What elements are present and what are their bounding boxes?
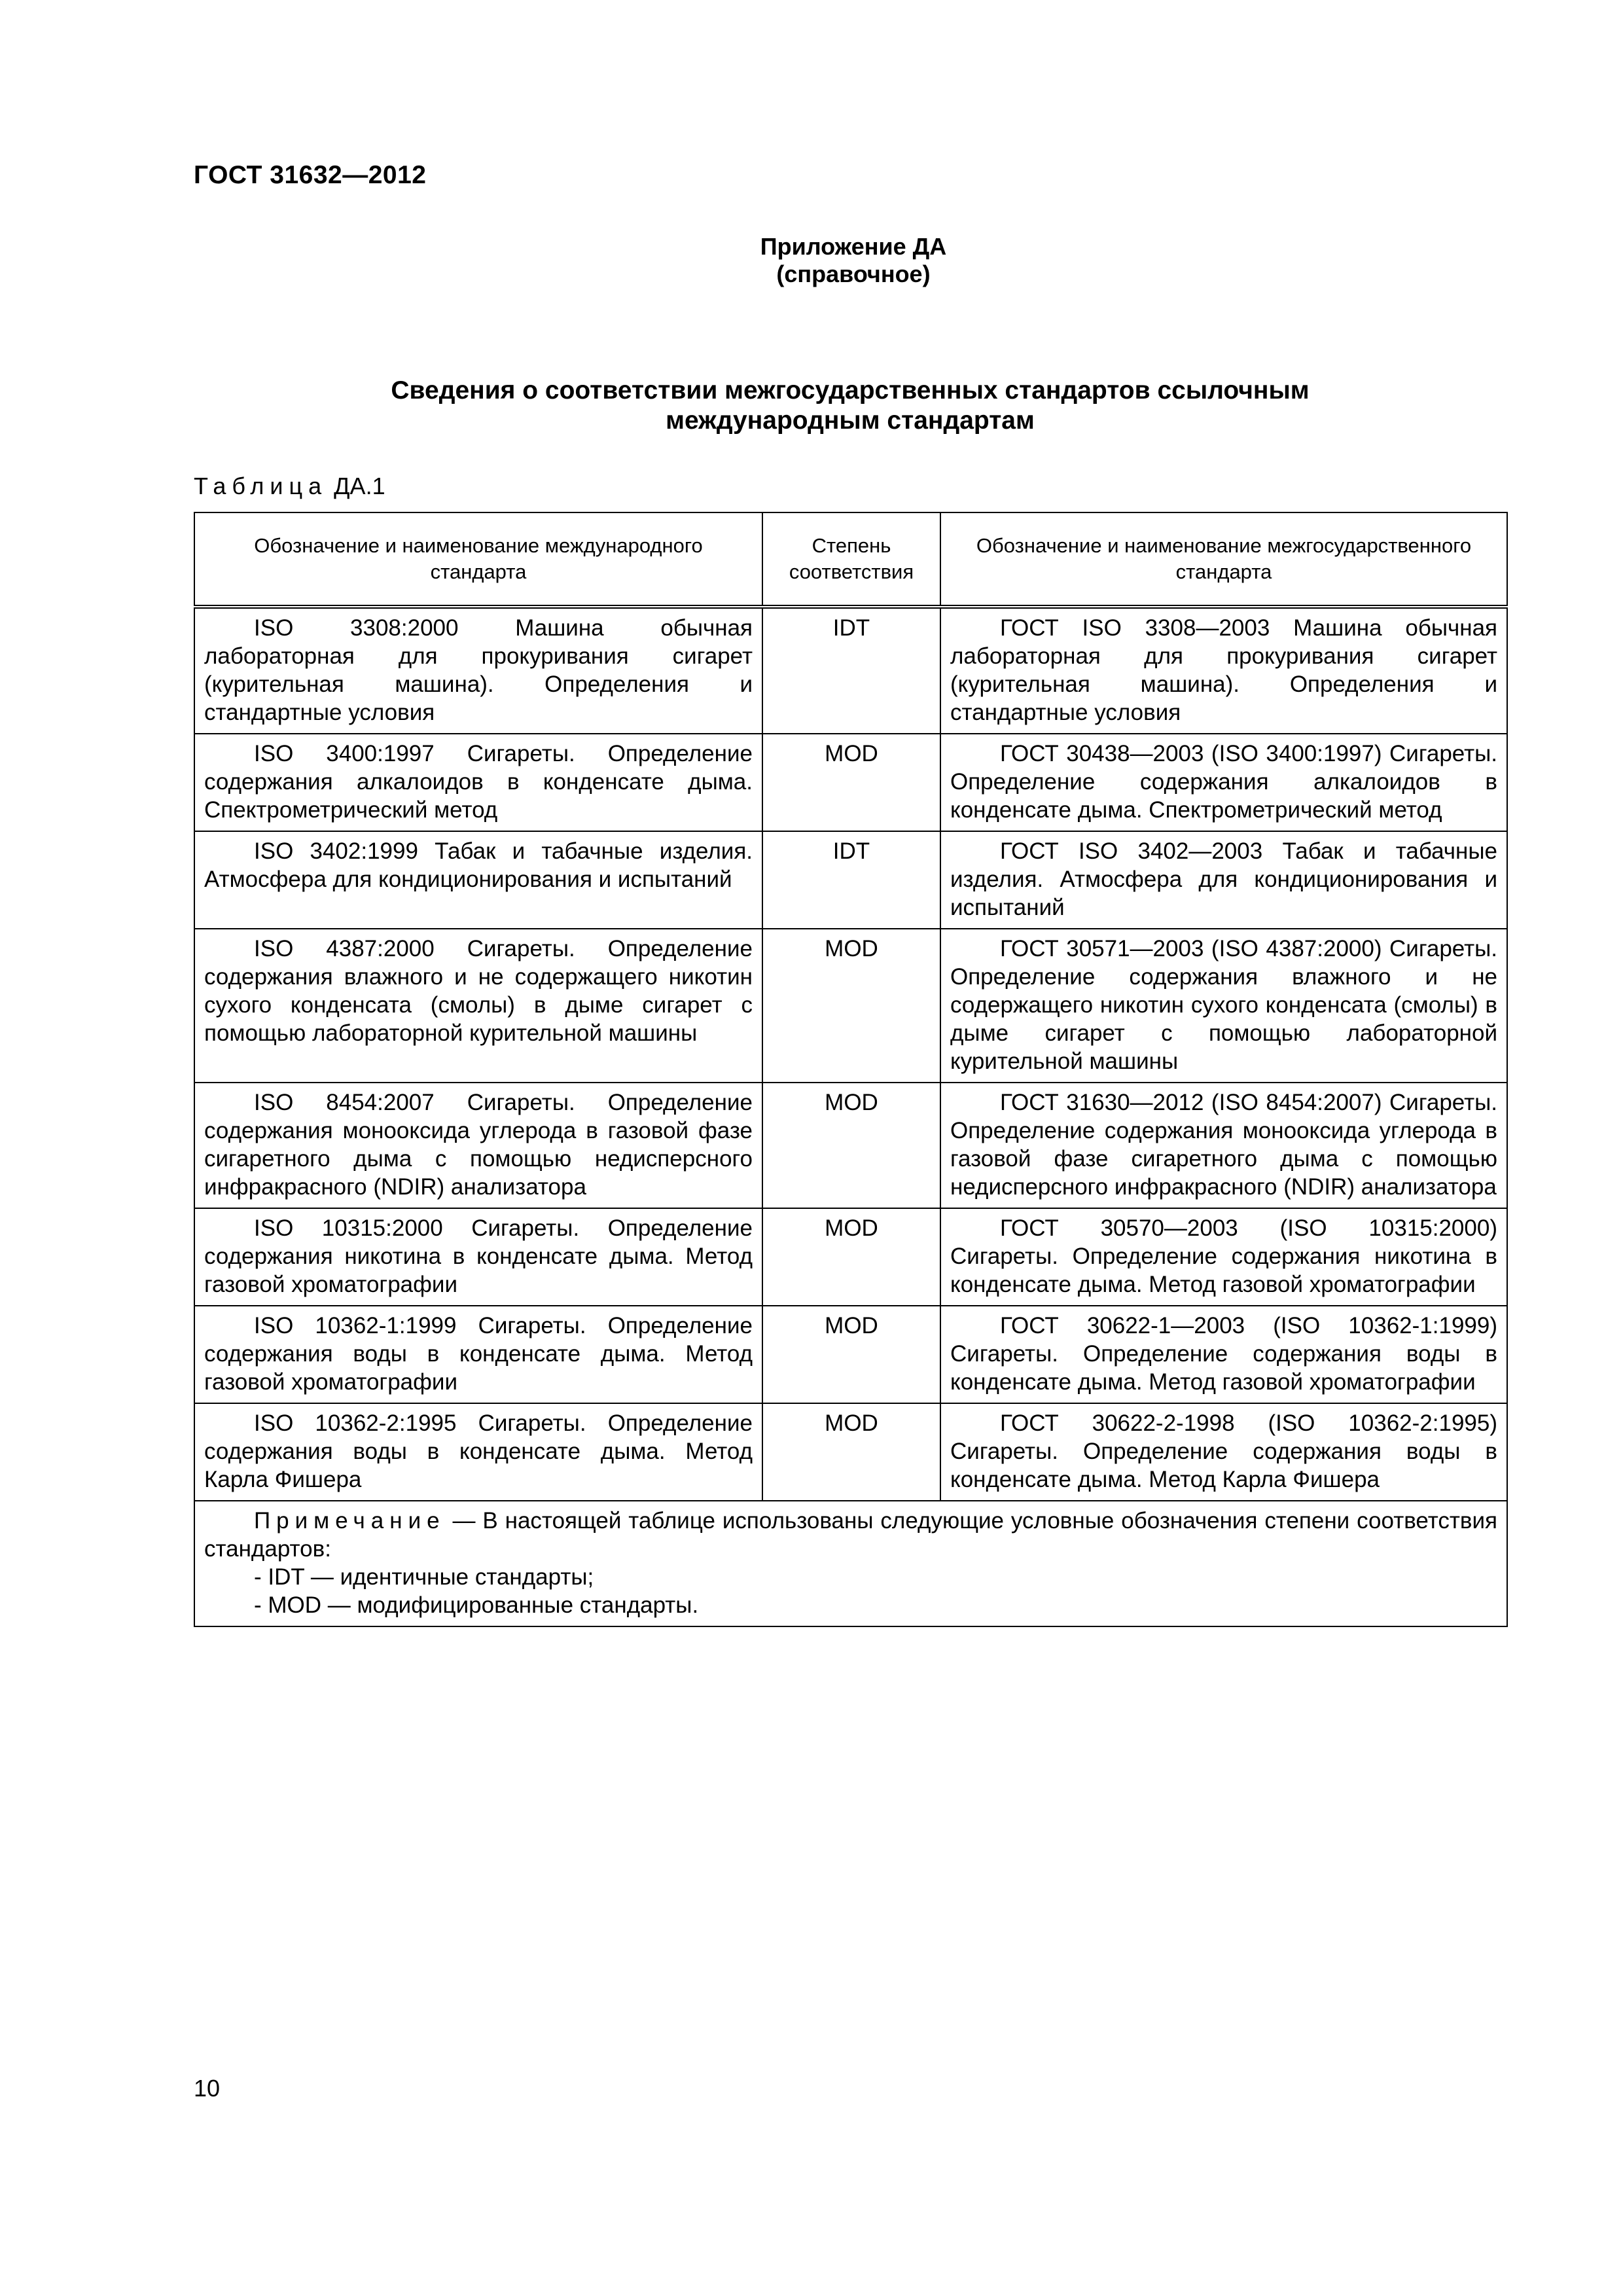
degree-cell: IDT bbox=[762, 831, 940, 929]
note-intro bbox=[204, 1507, 1497, 1563]
appendix-title-block bbox=[0, 233, 1623, 288]
international-standard-cell: ISO 10315:2000 Сигареты. Определение содержания никотина в конденсате дыма. Метод газовой хроматографии bbox=[194, 1208, 762, 1306]
document-id: ГОСТ 31632—2012 bbox=[194, 161, 427, 189]
national-standard-cell: ГОСТ ISO 3308—2003 Машина обычная лабораторная для прокуривания сигарет (курительная машина). Определения и стандартные условия bbox=[940, 607, 1507, 734]
international-standard-cell: ISO 3402:1999 Табак и табачные изделия. Атмосфера для кондиционирования и испытаний bbox=[194, 831, 762, 929]
degree-cell: MOD bbox=[762, 1083, 940, 1208]
national-standard-cell: ГОСТ 30622-1—2003 (ISO 10362-1:1999) Сигареты. Определение содержания воды в конденсате дыма. Метод газовой хроматографии bbox=[940, 1306, 1507, 1403]
table-header-row bbox=[194, 512, 1507, 607]
table-row bbox=[194, 1083, 1507, 1208]
appendix-title: Приложение ДА bbox=[760, 233, 947, 260]
note-text: — В настоящей таблице использованы следующие условные обозначения степени соответствия стандартов: bbox=[204, 1508, 1497, 1562]
national-standard-cell: ГОСТ 30622-2-1998 (ISO 10362-2:1995) Сигареты. Определение содержания воды в конденсате дыма. Метод Карла Фишера bbox=[940, 1403, 1507, 1501]
national-standard-cell: ГОСТ 30570—2003 (ISO 10315:2000) Сигареты. Определение содержания никотина в конденсате дыма. Метод газовой хроматографии bbox=[940, 1208, 1507, 1306]
international-standard-cell: ISO 8454:2007 Сигареты. Определение содержания монооксида углерода в газовой фазе сигаретного дыма с помощью недисперсного инфракрасного (NDIR) анализатора bbox=[194, 1083, 762, 1208]
national-standard-cell: ГОСТ 31630—2012 (ISO 8454:2007) Сигареты. Определение содержания монооксида углерода в газовой фазе сигаретного дыма с помощью недисперсного инфракрасного (NDIR) анализатора bbox=[940, 1083, 1507, 1208]
table-row bbox=[194, 1208, 1507, 1306]
table-row bbox=[194, 929, 1507, 1083]
table-label bbox=[194, 473, 385, 500]
degree-cell: MOD bbox=[762, 734, 940, 831]
correspondence-table bbox=[194, 512, 1508, 1627]
table-note bbox=[194, 1501, 1507, 1626]
degree-cell: MOD bbox=[762, 929, 940, 1083]
section-heading bbox=[194, 376, 1507, 436]
table-label-word: Таблица bbox=[194, 473, 328, 499]
degree-cell: MOD bbox=[762, 1208, 940, 1306]
degree-cell: IDT bbox=[762, 607, 940, 734]
column-header-national: Обозначение и наименование межгосударственного стандарта bbox=[940, 512, 1507, 607]
national-standard-cell: ГОСТ 30438—2003 (ISO 3400:1997) Сигареты. Определение содержания алкалоидов в конденсате дыма. Спектрометрический метод bbox=[940, 734, 1507, 831]
national-standard-cell: ГОСТ ISO 3402—2003 Табак и табачные изделия. Атмосфера для кондиционирования и испытаний bbox=[940, 831, 1507, 929]
section-heading-line-1: Сведения о соответствии межгосударственных стандартов ссылочным bbox=[391, 376, 1310, 404]
table-row bbox=[194, 1306, 1507, 1403]
note-prefix: Примечание bbox=[254, 1508, 446, 1534]
table-row bbox=[194, 831, 1507, 929]
column-header-degree: Степень соответствия bbox=[762, 512, 940, 607]
page-number: 10 bbox=[194, 2075, 221, 2102]
degree-cell: MOD bbox=[762, 1306, 940, 1403]
national-standard-cell: ГОСТ 30571—2003 (ISO 4387:2000) Сигареты. Определение содержания влажного и не содержащего никотин сухого конденсата (смолы) в дыме сигарет с помощью лабораторной курительной машины bbox=[940, 929, 1507, 1083]
appendix-subtitle: (справочное) bbox=[776, 260, 931, 287]
table-note-row bbox=[194, 1501, 1507, 1626]
table-row bbox=[194, 1403, 1507, 1501]
table-row bbox=[194, 607, 1507, 734]
international-standard-cell: ISO 10362-2:1995 Сигареты. Определение содержания воды в конденсате дыма. Метод Карла Фишера bbox=[194, 1403, 762, 1501]
table-label-number: ДА.1 bbox=[334, 473, 385, 499]
section-heading-line-2: международным стандартам bbox=[666, 406, 1035, 435]
table-row bbox=[194, 734, 1507, 831]
column-header-international: Обозначение и наименование международного стандарта bbox=[194, 512, 762, 607]
international-standard-cell: ISO 10362-1:1999 Сигареты. Определение содержания воды в конденсате дыма. Метод газовой хроматографии bbox=[194, 1306, 762, 1403]
international-standard-cell: ISO 3400:1997 Сигареты. Определение содержания алкалоидов в конденсате дыма. Спектрометрический метод bbox=[194, 734, 762, 831]
note-item-mod: - MOD — модифицированные стандарты. bbox=[254, 1592, 699, 1618]
note-item-idt: - IDT — идентичные стандарты; bbox=[254, 1564, 594, 1590]
international-standard-cell: ISO 3308:2000 Машина обычная лабораторная для прокуривания сигарет (курительная машина). Определения и стандартные условия bbox=[194, 607, 762, 734]
international-standard-cell: ISO 4387:2000 Сигареты. Определение содержания влажного и не содержащего никотин сухого конденсата (смолы) в дыме сигарет с помощью лабораторной курительной машины bbox=[194, 929, 762, 1083]
degree-cell: MOD bbox=[762, 1403, 940, 1501]
